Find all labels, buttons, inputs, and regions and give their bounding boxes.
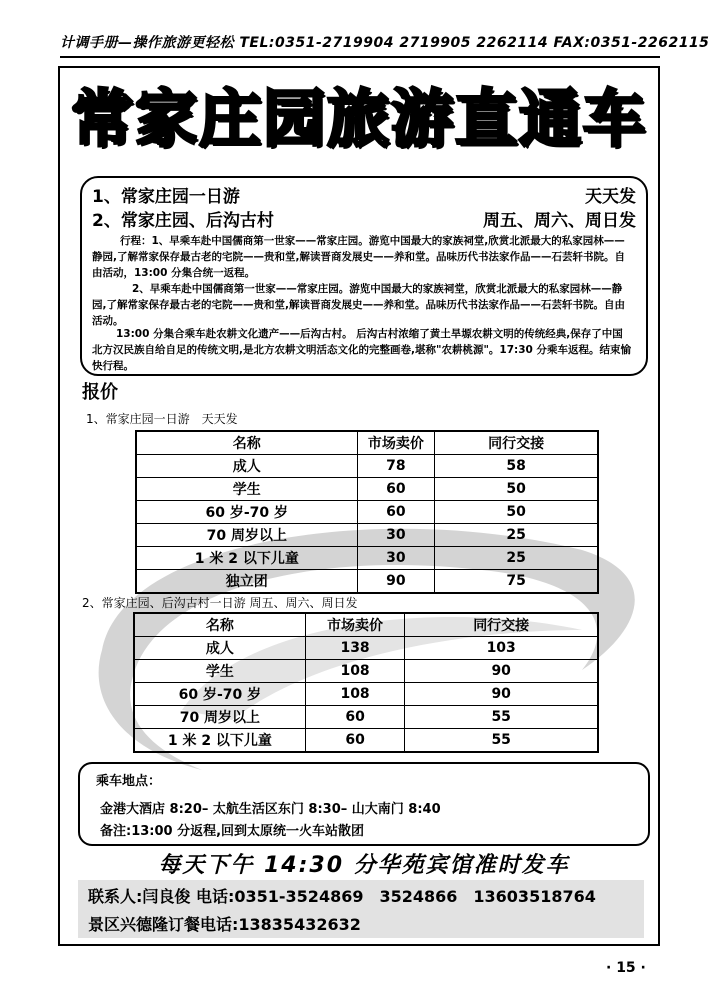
table-cell: 50: [435, 478, 598, 501]
table-cell: 30: [357, 547, 435, 570]
table-cell: 60: [357, 478, 435, 501]
table-header-cell: 名称: [136, 431, 357, 455]
table-cell: 1 米 2 以下儿童: [136, 547, 357, 570]
table-cell: 90: [405, 683, 598, 706]
table-cell: 70 周岁以上: [134, 706, 305, 729]
price-table-2: [133, 612, 599, 753]
table1-caption: 1、常家庄园一日游 天天发: [86, 412, 238, 426]
pickup-label: 乘车地点：: [96, 774, 162, 789]
table2-caption: 2、常家庄园、后沟古村一日游 周五、周六、周日发: [82, 596, 358, 610]
table-cell: 成人: [134, 637, 305, 660]
table-header-cell: 同行交接: [405, 613, 598, 637]
table-cell: 90: [357, 570, 435, 594]
table-cell: 75: [435, 570, 598, 594]
table-header-cell: 市场卖价: [305, 613, 405, 637]
table-header-row: [134, 613, 598, 637]
table-cell: 1 米 2 以下儿童: [134, 729, 305, 753]
table-cell: 58: [435, 455, 598, 478]
page-number: · 15 ·: [606, 960, 646, 976]
contact-line-1: 联系人:闫良俊 电话:0351-3524869 3524866 13603518764: [88, 887, 596, 906]
table-cell: 独立团: [136, 570, 357, 594]
table-cell: 学生: [134, 660, 305, 683]
table-cell: 成人: [136, 455, 357, 478]
table-header-cell: 名称: [134, 613, 305, 637]
table-header-cell: 同行交接: [435, 431, 598, 455]
tour1-line: [92, 182, 636, 207]
tour1-schedule: 天天发: [585, 187, 636, 207]
itinerary-para-3: 13:00 分集合乘车赴农耕文化遗产——后沟古村。 后沟古村浓缩了黄土旱塬农耕文明的传统经典,保存了中国北方汉民族自给自足的传统文明,是北方农耕文明活态文化的完整画卷,堪称"农耕桃源"。17:30 分乘车返程。结束愉快行程。: [92, 328, 631, 372]
table-cell: 55: [405, 729, 598, 753]
tour2-schedule: 周五、周六、周日发: [483, 211, 636, 231]
tour2-line: [92, 206, 636, 231]
table-row: [134, 706, 598, 729]
pickup-locations: 金港大酒店 8:20– 太航生活区东门 8:30– 山大南门 8:40: [100, 802, 441, 817]
contact-line-2: 景区兴德隆订餐电话:13835432632: [88, 915, 361, 934]
table-cell: 90: [405, 660, 598, 683]
table-cell: 60: [305, 729, 405, 753]
header-rule: [60, 56, 660, 58]
table-row: [136, 547, 598, 570]
table-cell: 60 岁-70 岁: [134, 683, 305, 706]
table-cell: 60: [305, 706, 405, 729]
page-header: 计调手册—操作旅游更轻松 TEL:0351-2719904 2719905 2262114 FAX:0351-2262115: [60, 35, 710, 51]
table-row: [136, 478, 598, 501]
table-row: [136, 501, 598, 524]
price-table-1: [135, 430, 599, 594]
tour2-name: 2、常家庄园、后沟古村: [92, 211, 274, 231]
table-row: [134, 660, 598, 683]
table-row: [136, 570, 598, 594]
table-row: [134, 729, 598, 753]
departure-slogan: 每天下午 14:30 分华苑宾馆准时发车: [158, 853, 570, 878]
table-cell: 70 周岁以上: [136, 524, 357, 547]
pickup-note: 备注:13:00 分返程,回到太原统一火车站散团: [100, 824, 365, 839]
table-cell: 学生: [136, 478, 357, 501]
table-row: [136, 524, 598, 547]
banner-title: 常家庄园旅游直通车: [70, 82, 647, 155]
table-cell: 50: [435, 501, 598, 524]
table-cell: 108: [305, 683, 405, 706]
table-row: [134, 637, 598, 660]
table-cell: 60: [357, 501, 435, 524]
itinerary-para-1: 行程：1、早乘车赴中国儒商第一世家——常家庄园。游览中国最大的家族祠堂,欣赏北派最大的私家园林——静园,了解常家保存最古老的宅院——贵和堂,解读晋商发展史——养和堂。品味历代书法家作品——石芸轩书院。自由活动，13:00 分集合统一返程。: [92, 235, 625, 279]
table-cell: 25: [435, 524, 598, 547]
table-cell: 103: [405, 637, 598, 660]
table-row: [136, 455, 598, 478]
table-cell: 108: [305, 660, 405, 683]
table-cell: 60 岁-70 岁: [136, 501, 357, 524]
table-header-cell: 市场卖价: [357, 431, 435, 455]
table-cell: 138: [305, 637, 405, 660]
table-cell: 30: [357, 524, 435, 547]
tour1-name: 1、常家庄园一日游: [92, 187, 240, 207]
table-cell: 55: [405, 706, 598, 729]
table-cell: 25: [435, 547, 598, 570]
pricing-title: 报价: [82, 382, 118, 403]
table-row: [134, 683, 598, 706]
itinerary-para-2: 2、早乘车赴中国儒商第一世家——常家庄园。游览中国最大的家族祠堂，欣赏北派最大的私家园林——静园,了解常家保存最古老的宅院——贵和堂,解读晋商发展史——养和堂。品味历代书法家作品——石芸轩书院。自由活动。: [92, 283, 625, 327]
table-cell: 78: [357, 455, 435, 478]
table-header-row: [136, 431, 598, 455]
